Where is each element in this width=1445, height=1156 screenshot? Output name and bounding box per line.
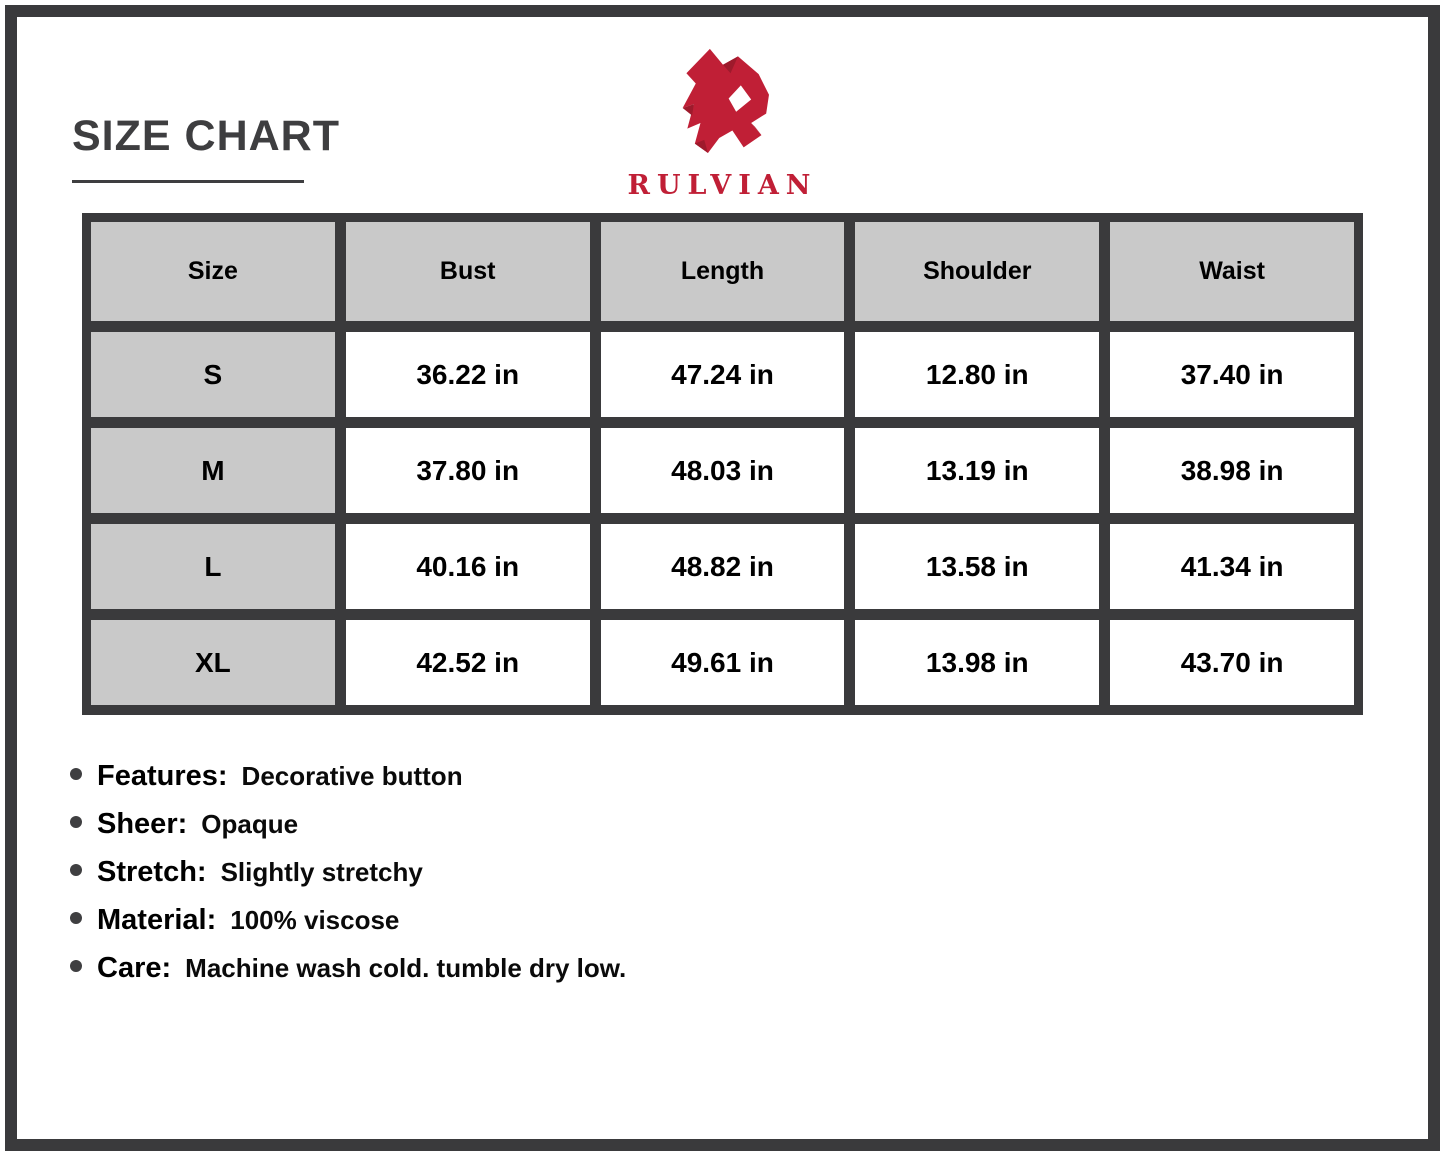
size-cell-m: M <box>91 428 335 513</box>
waist-cell-l: 41.34 in <box>1110 524 1354 609</box>
shoulder-cell-xl: 13.98 in <box>855 620 1099 705</box>
waist-cell-s: 37.40 in <box>1110 332 1354 417</box>
product-details-list <box>70 752 626 992</box>
length-cell-l: 48.82 in <box>601 524 845 609</box>
bullet-icon <box>70 912 82 924</box>
detail-label: Material: <box>97 903 217 936</box>
col-header-length: Length <box>601 222 845 321</box>
page-title: SIZE CHART <box>72 112 340 160</box>
bullet-icon <box>70 960 82 972</box>
col-header-shoulder: Shoulder <box>855 222 1099 321</box>
detail-label: Sheer: <box>97 807 188 840</box>
col-header-waist: Waist <box>1110 222 1354 321</box>
brand-wordmark: RULVIAN <box>627 170 818 201</box>
detail-features <box>70 752 626 800</box>
detail-material <box>70 896 626 944</box>
size-table <box>82 213 1363 715</box>
size-cell-l: L <box>91 524 335 609</box>
bullet-icon <box>70 864 82 876</box>
waist-cell-m: 38.98 in <box>1110 428 1354 513</box>
bullet-icon <box>70 768 82 780</box>
brand-logo <box>0 46 1445 201</box>
detail-value: Machine wash cold. tumble dry low. <box>185 952 627 983</box>
detail-care <box>70 944 626 992</box>
brand-r-mark-icon <box>664 46 782 168</box>
detail-value: Opaque <box>201 808 299 839</box>
length-cell-xl: 49.61 in <box>601 620 845 705</box>
detail-value: Decorative button <box>241 760 463 791</box>
detail-value: Slightly stretchy <box>220 856 423 887</box>
detail-sheer <box>70 800 626 848</box>
col-header-bust: Bust <box>346 222 590 321</box>
length-cell-m: 48.03 in <box>601 428 845 513</box>
detail-label: Features: <box>97 759 228 792</box>
bust-cell-xl: 42.52 in <box>346 620 590 705</box>
bust-cell-m: 37.80 in <box>346 428 590 513</box>
detail-label: Stretch: <box>97 855 207 888</box>
detail-stretch <box>70 848 626 896</box>
waist-cell-xl: 43.70 in <box>1110 620 1354 705</box>
bullet-icon <box>70 816 82 828</box>
bust-cell-l: 40.16 in <box>346 524 590 609</box>
detail-value: 100% viscose <box>230 904 400 935</box>
length-cell-s: 47.24 in <box>601 332 845 417</box>
shoulder-cell-m: 13.19 in <box>855 428 1099 513</box>
size-cell-s: S <box>91 332 335 417</box>
shoulder-cell-s: 12.80 in <box>855 332 1099 417</box>
size-cell-xl: XL <box>91 620 335 705</box>
detail-label: Care: <box>97 951 172 984</box>
bust-cell-s: 36.22 in <box>346 332 590 417</box>
col-header-size: Size <box>91 222 335 321</box>
shoulder-cell-l: 13.58 in <box>855 524 1099 609</box>
